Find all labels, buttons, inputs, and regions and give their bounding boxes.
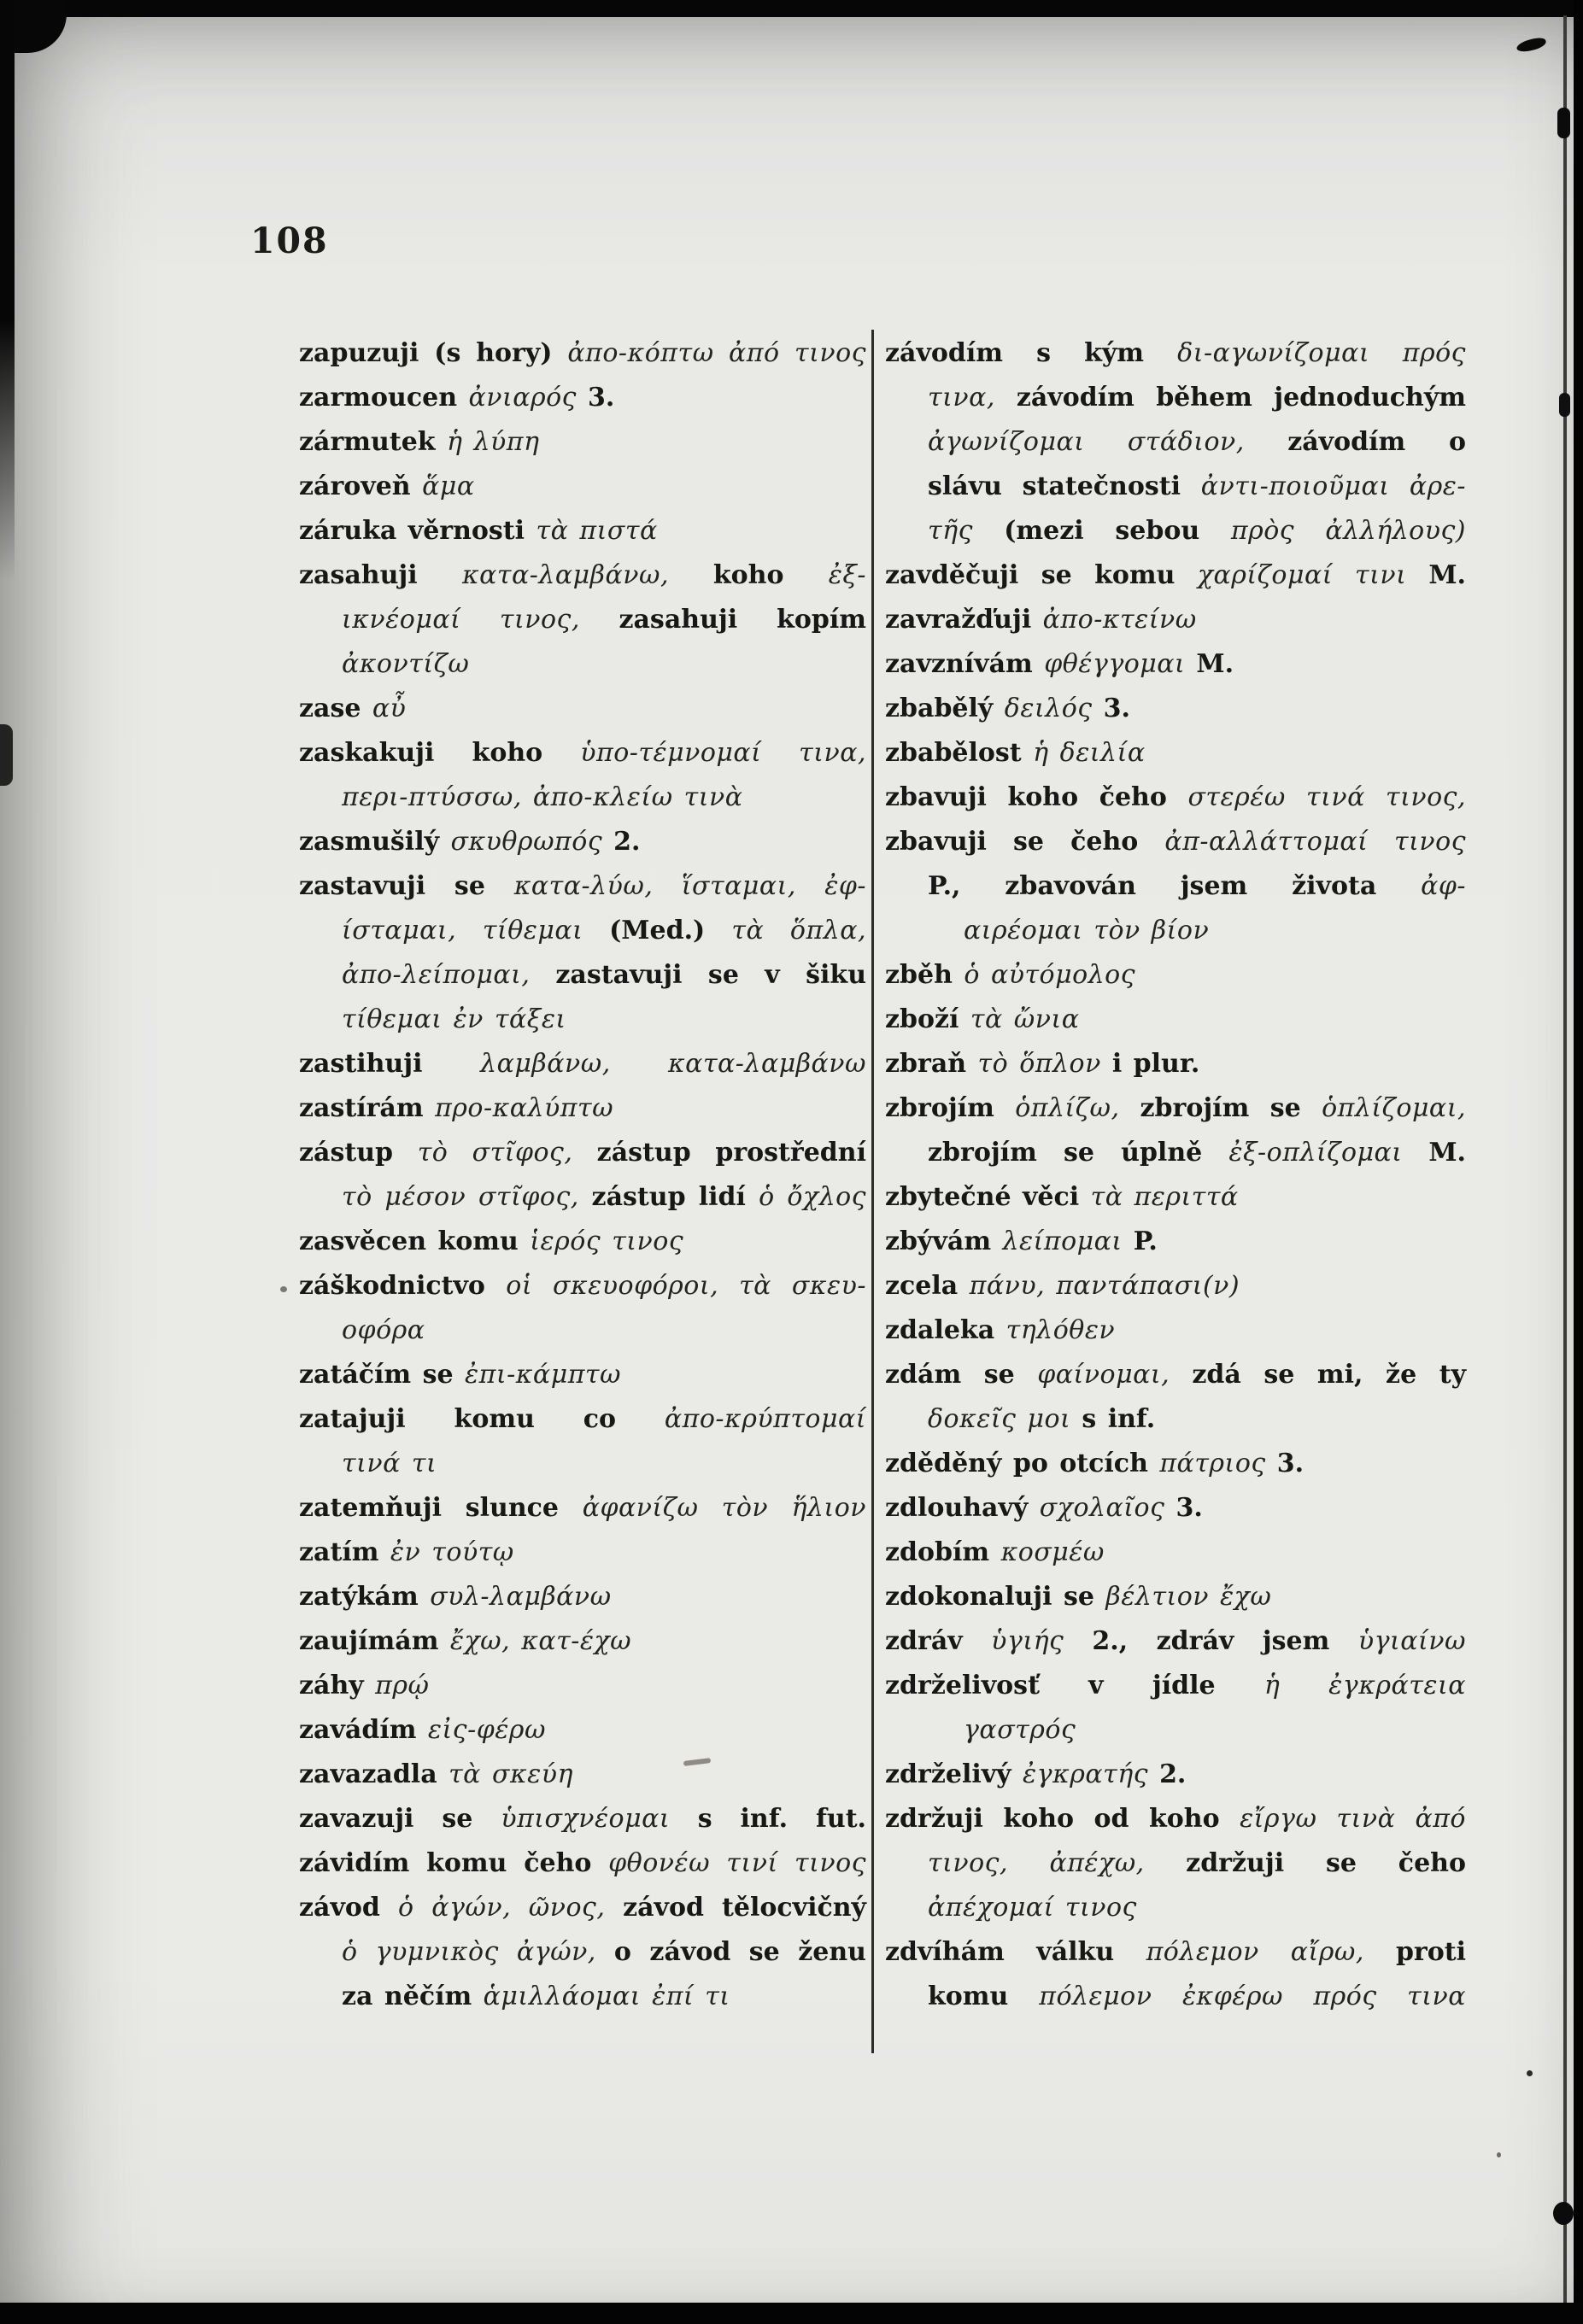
czech-text: zdržuji se čeho <box>1186 1848 1466 1878</box>
czech-text: zatemňuji slunce <box>299 1493 583 1523</box>
greek-text: τὰ σκεύη <box>449 1759 573 1789</box>
greek-text: στερέω τινά τινος, <box>1187 782 1466 812</box>
dictionary-line <box>299 1531 866 1575</box>
greek-text: ἀντι-ποιοῦμαι ἀρε- <box>1200 471 1466 501</box>
dictionary-line <box>299 1131 866 1175</box>
dictionary-line <box>299 509 866 553</box>
greek-text: ἱερός τινος <box>530 1226 684 1256</box>
scan-edge-left <box>0 0 15 581</box>
greek-text: τὸ στῖφος, <box>417 1138 597 1168</box>
czech-text: závod <box>299 1893 398 1923</box>
czech-text: s inf. <box>1082 1404 1156 1434</box>
czech-text: 2. <box>613 827 641 857</box>
greek-text: αὖ <box>372 694 407 723</box>
dictionary-line <box>885 553 1466 598</box>
greek-text: τινα, <box>928 383 1017 413</box>
dictionary-line <box>885 1131 1466 1175</box>
greek-text: ἀπο-λείπομαι, <box>342 960 556 990</box>
greek-text: φθονέω τινί τινος <box>608 1848 867 1878</box>
scan-border-top <box>0 0 1583 17</box>
dictionary-line <box>299 1841 866 1886</box>
czech-text: proti <box>1395 1937 1466 1967</box>
czech-text: zaskakuji koho <box>299 738 581 768</box>
czech-text: zatím <box>299 1537 390 1567</box>
dictionary-line <box>299 1619 866 1664</box>
greek-text: γαστρός <box>964 1715 1076 1745</box>
dictionary-line <box>885 1664 1466 1708</box>
czech-text: zasahuji <box>299 560 462 590</box>
dictionary-line <box>299 1575 866 1619</box>
greek-text: ἀπέχομαί τινος <box>928 1893 1137 1923</box>
greek-text: πόλεμον αἴρω, <box>1146 1937 1396 1967</box>
czech-text: s inf. fut. <box>697 1804 866 1834</box>
greek-text: τηλόθεν <box>1005 1315 1116 1345</box>
czech-text: záhy <box>299 1671 376 1701</box>
greek-text: δειλός <box>1004 694 1104 723</box>
czech-text: M. <box>1196 649 1234 679</box>
dictionary-line <box>885 1619 1466 1664</box>
dictionary-line <box>299 1486 866 1531</box>
czech-text: zastavuji se v šiku <box>555 960 867 990</box>
dictionary-line <box>299 909 866 953</box>
dictionary-line <box>299 1664 866 1708</box>
czech-text: zdám se <box>885 1360 1038 1390</box>
czech-text: 2., zdráv jsem <box>1092 1626 1358 1656</box>
greek-text: ὁ ἀγών, ῶνος, <box>397 1893 624 1923</box>
dictionary-line <box>299 598 866 642</box>
dictionary-line <box>299 820 866 864</box>
greek-text: τὰ περιττά <box>1090 1182 1239 1212</box>
greek-text: ὑπο-τέμνομαί τινα, <box>580 738 866 768</box>
dictionary-line <box>885 820 1466 864</box>
greek-text: τὰ ὅπλα, <box>731 916 866 945</box>
dictionary-line <box>299 1308 866 1353</box>
greek-text: τινά τι <box>342 1449 437 1478</box>
czech-text: záškodnictvo <box>299 1271 507 1301</box>
czech-text: zdržuji koho od koho <box>885 1804 1240 1834</box>
czech-text: zcela <box>885 1271 970 1301</box>
dictionary-line <box>885 1264 1466 1308</box>
czech-text: zbrojím <box>885 1093 1016 1123</box>
dictionary-line <box>885 1353 1466 1397</box>
greek-text: δι-αγωνίζομαι πρός <box>1177 338 1466 368</box>
greek-text: ἡ δειλία <box>1033 738 1146 768</box>
greek-text: ἀφ- <box>1421 871 1466 901</box>
czech-text: M. <box>1428 1138 1466 1168</box>
czech-text: zbytečné věci <box>885 1182 1091 1212</box>
greek-text: ἐπι-κάμπτω <box>465 1360 621 1390</box>
greek-text: ἡ ἐγκράτεια <box>1263 1671 1466 1701</box>
greek-text: λείπομαι <box>1002 1226 1134 1256</box>
czech-text: M. <box>1428 560 1466 590</box>
czech-text: za něčím <box>342 1982 484 2011</box>
dictionary-line <box>299 731 866 776</box>
czech-text: zbabělost <box>885 738 1034 768</box>
dictionary-line <box>885 331 1466 376</box>
czech-text: P., zbavován jsem života <box>928 871 1422 901</box>
czech-text: zasahuji kopím <box>619 605 866 635</box>
dictionary-line <box>299 465 866 509</box>
czech-text: zase <box>299 694 372 723</box>
greek-text: ἀκοντίζω <box>342 649 470 679</box>
dictionary-line <box>885 1042 1466 1086</box>
dictionary-line <box>885 1308 1466 1353</box>
greek-text: ἀπ-αλλάττομαί τινος <box>1164 827 1466 857</box>
czech-text: zděděný po otcích <box>885 1449 1160 1478</box>
dictionary-line <box>299 420 866 465</box>
greek-text: φαίνομαι, <box>1037 1360 1193 1390</box>
dictionary-line <box>885 1175 1466 1220</box>
greek-text: δοκεῖς μοι <box>928 1404 1082 1434</box>
czech-text: zármutek <box>299 427 448 457</box>
dictionary-line <box>885 687 1466 731</box>
dictionary-line <box>299 1708 866 1753</box>
czech-text: závodím s kým <box>885 338 1178 368</box>
czech-text: zdrželivosť v jídle <box>885 1671 1264 1701</box>
dictionary-line <box>299 1353 866 1397</box>
greek-text: ίσταμαι, τίθεμαι <box>342 916 610 945</box>
ink-mark-comma <box>1516 37 1547 54</box>
czech-text: koho <box>712 560 829 590</box>
greek-text: σκυθρωπός <box>450 827 614 857</box>
dictionary-line <box>885 598 1466 642</box>
greek-text: εἰς-φέρω <box>427 1715 546 1745</box>
czech-text: slávu statečnosti <box>928 471 1201 501</box>
dictionary-line <box>299 1753 866 1797</box>
greek-text: οἱ σκευοφόροι, τὰ σκευ- <box>506 1271 866 1301</box>
greek-text: τὰ ὤνια <box>970 1004 1080 1034</box>
greek-text: οφόρα <box>342 1315 425 1345</box>
greek-text: τῆς <box>928 516 1005 546</box>
greek-text: εἴργω τινὰ ἀπό <box>1240 1804 1466 1834</box>
greek-text: ἐγκρατής <box>1023 1759 1160 1789</box>
dictionary-line <box>299 1797 866 1841</box>
dictionary-line <box>299 1975 866 2019</box>
dictionary-line <box>885 1531 1466 1575</box>
dictionary-line <box>299 1220 866 1264</box>
czech-text: zběh <box>885 960 964 990</box>
dictionary-line <box>299 1175 866 1220</box>
czech-text: zdaleka <box>885 1315 1006 1345</box>
greek-text: πρῴ <box>375 1671 430 1701</box>
fold-ink-blob <box>1557 108 1570 138</box>
czech-text: zarmoucen <box>299 383 469 413</box>
dictionary-line <box>885 1753 1466 1797</box>
czech-text: zavznívám <box>885 649 1045 679</box>
dictionary-line <box>885 1708 1466 1753</box>
czech-text: zdráv <box>885 1626 992 1656</box>
czech-text: zavazuji se <box>299 1804 501 1834</box>
dictionary-line <box>885 1886 1466 1930</box>
greek-text: αιρέομαι τὸν βίον <box>964 916 1210 945</box>
dictionary-line <box>299 998 866 1042</box>
czech-text: zasmušilý <box>299 827 451 857</box>
czech-text: zasvěcen komu <box>299 1226 531 1256</box>
greek-text: τὰ πιστά <box>536 516 658 546</box>
dictionary-line <box>299 376 866 420</box>
czech-text: 3. <box>588 383 615 413</box>
dictionary-line <box>885 1841 1466 1886</box>
dictionary-line <box>885 776 1466 820</box>
dictionary-line <box>885 1975 1466 2019</box>
dictionary-line <box>299 1042 866 1086</box>
dictionary-line <box>885 1930 1466 1975</box>
czech-text: zástup prostřední <box>596 1138 866 1168</box>
czech-text: komu <box>928 1982 1040 2011</box>
greek-text: πρὸς ἀλλήλους) <box>1230 516 1466 546</box>
dictionary-line <box>299 953 866 998</box>
greek-text: ὑγιής <box>991 1626 1093 1656</box>
dictionary-line <box>885 642 1466 687</box>
czech-text: závodím během jednoduchým <box>1016 383 1467 413</box>
greek-text: ἀφανίζω τὸν ἥλιον <box>582 1493 867 1523</box>
greek-text: τινος, ἀπέχω, <box>928 1848 1187 1878</box>
greek-text: συλ-λαμβάνω <box>430 1582 612 1612</box>
page-fold-line <box>1563 15 1567 2304</box>
czech-text: zboží <box>885 1004 970 1034</box>
column-divider-rule <box>871 330 874 2053</box>
czech-text: zdvíhám válku <box>885 1937 1146 1967</box>
dictionary-line <box>299 1086 866 1131</box>
greek-text: ἁμιλλάομαι ἐπί τι <box>483 1982 730 2011</box>
dictionary-line <box>885 420 1466 465</box>
greek-text: ἡ λύπη <box>447 427 540 457</box>
greek-text: ὁπλίζω, <box>1015 1093 1140 1123</box>
dictionary-line <box>885 1486 1466 1531</box>
dictionary-line <box>885 998 1466 1042</box>
czech-text: zatáčím se <box>299 1360 466 1390</box>
dictionary-line <box>299 864 866 909</box>
greek-text: χαρίζομαί τινι <box>1197 560 1429 590</box>
czech-text: zdrželivý <box>885 1759 1023 1789</box>
greek-text: ἀγωνίζομαι στάδιον, <box>928 427 1288 457</box>
czech-text: zdobím <box>885 1537 1001 1567</box>
dictionary-line <box>885 465 1466 509</box>
dictionary-line <box>885 909 1466 953</box>
czech-text: zastírám <box>299 1093 436 1123</box>
greek-text: ἀπο-κόπτω ἀπό τινος <box>567 338 866 368</box>
czech-text: zbabělý <box>885 694 1005 723</box>
czech-text: 3. <box>1276 1449 1305 1478</box>
czech-text: i plur. <box>1111 1049 1200 1079</box>
czech-text: zbavuji se čeho <box>885 827 1165 857</box>
czech-text: zástup <box>299 1138 418 1168</box>
greek-text: ὁ ὄχλος <box>759 1182 866 1212</box>
dictionary-line <box>885 731 1466 776</box>
czech-text: P. <box>1133 1226 1158 1256</box>
dictionary-line <box>299 1886 866 1930</box>
dictionary-line <box>885 864 1466 909</box>
greek-text: ἀνιαρός <box>468 383 589 413</box>
czech-text: zbraň <box>885 1049 978 1079</box>
greek-text: κοσμέω <box>1000 1537 1105 1567</box>
czech-text: (mezi sebou <box>1004 516 1231 546</box>
czech-text: záruka věrnosti <box>299 516 536 546</box>
dictionary-line <box>299 687 866 731</box>
czech-text: závod tělocvičný <box>623 1893 866 1923</box>
greek-text: πάνυ, παντάπασι(ν) <box>969 1271 1240 1301</box>
czech-text: 3. <box>1176 1493 1203 1523</box>
greek-text: σχολαῖος <box>1039 1493 1176 1523</box>
dictionary-line <box>885 953 1466 998</box>
greek-text: ὁπλίζομαι, <box>1322 1093 1466 1123</box>
greek-text: ἐν τούτῳ <box>390 1537 514 1567</box>
greek-text: ὁ αὐτόμολος <box>964 960 1136 990</box>
czech-text: zastihuji <box>299 1049 481 1079</box>
czech-text: zdokonaluji se <box>885 1582 1106 1612</box>
dictionary-line <box>885 1442 1466 1486</box>
czech-text: zatýkám <box>299 1582 431 1612</box>
czech-text: 3. <box>1103 694 1130 723</box>
czech-text: zbavuji koho čeho <box>885 782 1188 812</box>
greek-text: φθέγγομαι <box>1044 649 1197 679</box>
greek-text: ὑγιαίνω <box>1357 1626 1466 1656</box>
greek-text: λαμβάνω, κατα-λαμβάνω <box>480 1049 867 1079</box>
ink-speck <box>280 1286 287 1292</box>
czech-text: zároveň <box>299 471 423 501</box>
greek-text: κατα-λαμβάνω, <box>461 560 713 590</box>
dictionary-line <box>885 1220 1466 1264</box>
dictionary-line <box>885 1086 1466 1131</box>
greek-text: ἐξ-οπλίζομαι <box>1228 1138 1429 1168</box>
greek-text: ἅμα <box>422 471 475 501</box>
dictionary-line <box>885 1575 1466 1619</box>
czech-text: zbrojím se úplně <box>928 1138 1229 1168</box>
dictionary-line <box>299 331 866 376</box>
dictionary-line <box>299 1930 866 1975</box>
dictionary-line <box>299 642 866 687</box>
czech-text: zdá se mi, že ty <box>1192 1360 1467 1390</box>
czech-text: zatajuji komu co <box>299 1404 665 1434</box>
dictionary-line <box>299 1264 866 1308</box>
greek-text: πόλεμον ἐκφέρω πρός τινα <box>1039 1982 1467 2011</box>
greek-text: ἀπο-κρύπτομαί <box>664 1404 866 1434</box>
greek-text: βέλτιον ἔχω <box>1105 1582 1272 1612</box>
dictionary-line <box>885 509 1466 553</box>
czech-text: zbrojím se <box>1140 1093 1322 1123</box>
column-right <box>885 331 1466 2019</box>
dictionary-line <box>299 1442 866 1486</box>
czech-text: 2. <box>1159 1759 1187 1789</box>
scan-border-bottom <box>0 2303 1583 2324</box>
greek-text: πάτριος <box>1159 1449 1277 1478</box>
greek-text: περι-πτύσσω, ἀπο-κλείω τινὰ <box>342 782 743 812</box>
dictionary-line <box>299 553 866 598</box>
greek-text: τὸ ὅπλον <box>977 1049 1112 1079</box>
greek-text: τίθεμαι ἐν τάξει <box>342 1004 566 1034</box>
fold-ink-blob <box>1553 2202 1574 2225</box>
ink-speck <box>1497 2152 1501 2157</box>
czech-text: zavražďuji <box>885 605 1043 635</box>
czech-text: zavádím <box>299 1715 428 1745</box>
czech-text: zastavuji se <box>299 871 514 901</box>
czech-text: (Med.) <box>609 916 732 945</box>
dictionary-line <box>885 1397 1466 1442</box>
greek-text: ἐξ- <box>828 560 867 590</box>
scan-strip-right <box>1574 0 1583 2324</box>
dictionary-line <box>299 1397 866 1442</box>
dictionary-line <box>885 376 1466 420</box>
greek-text: τὸ μέσον στῖφος, <box>342 1182 592 1212</box>
czech-text: o závod se ženu <box>613 1937 866 1967</box>
greek-text: ὑπισχνέομαι <box>501 1804 698 1834</box>
greek-text: κατα-λύω, ἵσταμαι, ἐφ- <box>513 871 866 901</box>
czech-text: zaujímám <box>299 1626 450 1656</box>
czech-text: zdlouhavý <box>885 1493 1040 1523</box>
fold-ink-blob <box>1559 393 1570 417</box>
czech-text: zavděčuji se komu <box>885 560 1198 590</box>
czech-text: zástup lidí <box>591 1182 759 1212</box>
scan-ink-blob-left <box>0 724 13 786</box>
czech-text: závidím komu čeho <box>299 1848 609 1878</box>
greek-text: ἔχω, κατ-έχω <box>449 1626 632 1656</box>
column-left <box>299 331 866 2019</box>
greek-text: ἀπο-κτείνω <box>1042 605 1197 635</box>
page-number: 108 <box>250 220 329 261</box>
czech-text: závodím o <box>1287 427 1466 457</box>
dictionary-line <box>299 776 866 820</box>
czech-text: zbývám <box>885 1226 1003 1256</box>
greek-text: ὁ γυμνικὸς ἀγών, <box>342 1937 614 1967</box>
greek-text: προ-καλύπτω <box>435 1093 614 1123</box>
greek-text: ικνέομαί τινος, <box>342 605 619 635</box>
dictionary-line <box>885 1797 1466 1841</box>
czech-text: zavazadla <box>299 1759 449 1789</box>
ink-speck <box>1527 2070 1533 2076</box>
czech-text: zapuzuji (s hory) <box>299 338 568 368</box>
